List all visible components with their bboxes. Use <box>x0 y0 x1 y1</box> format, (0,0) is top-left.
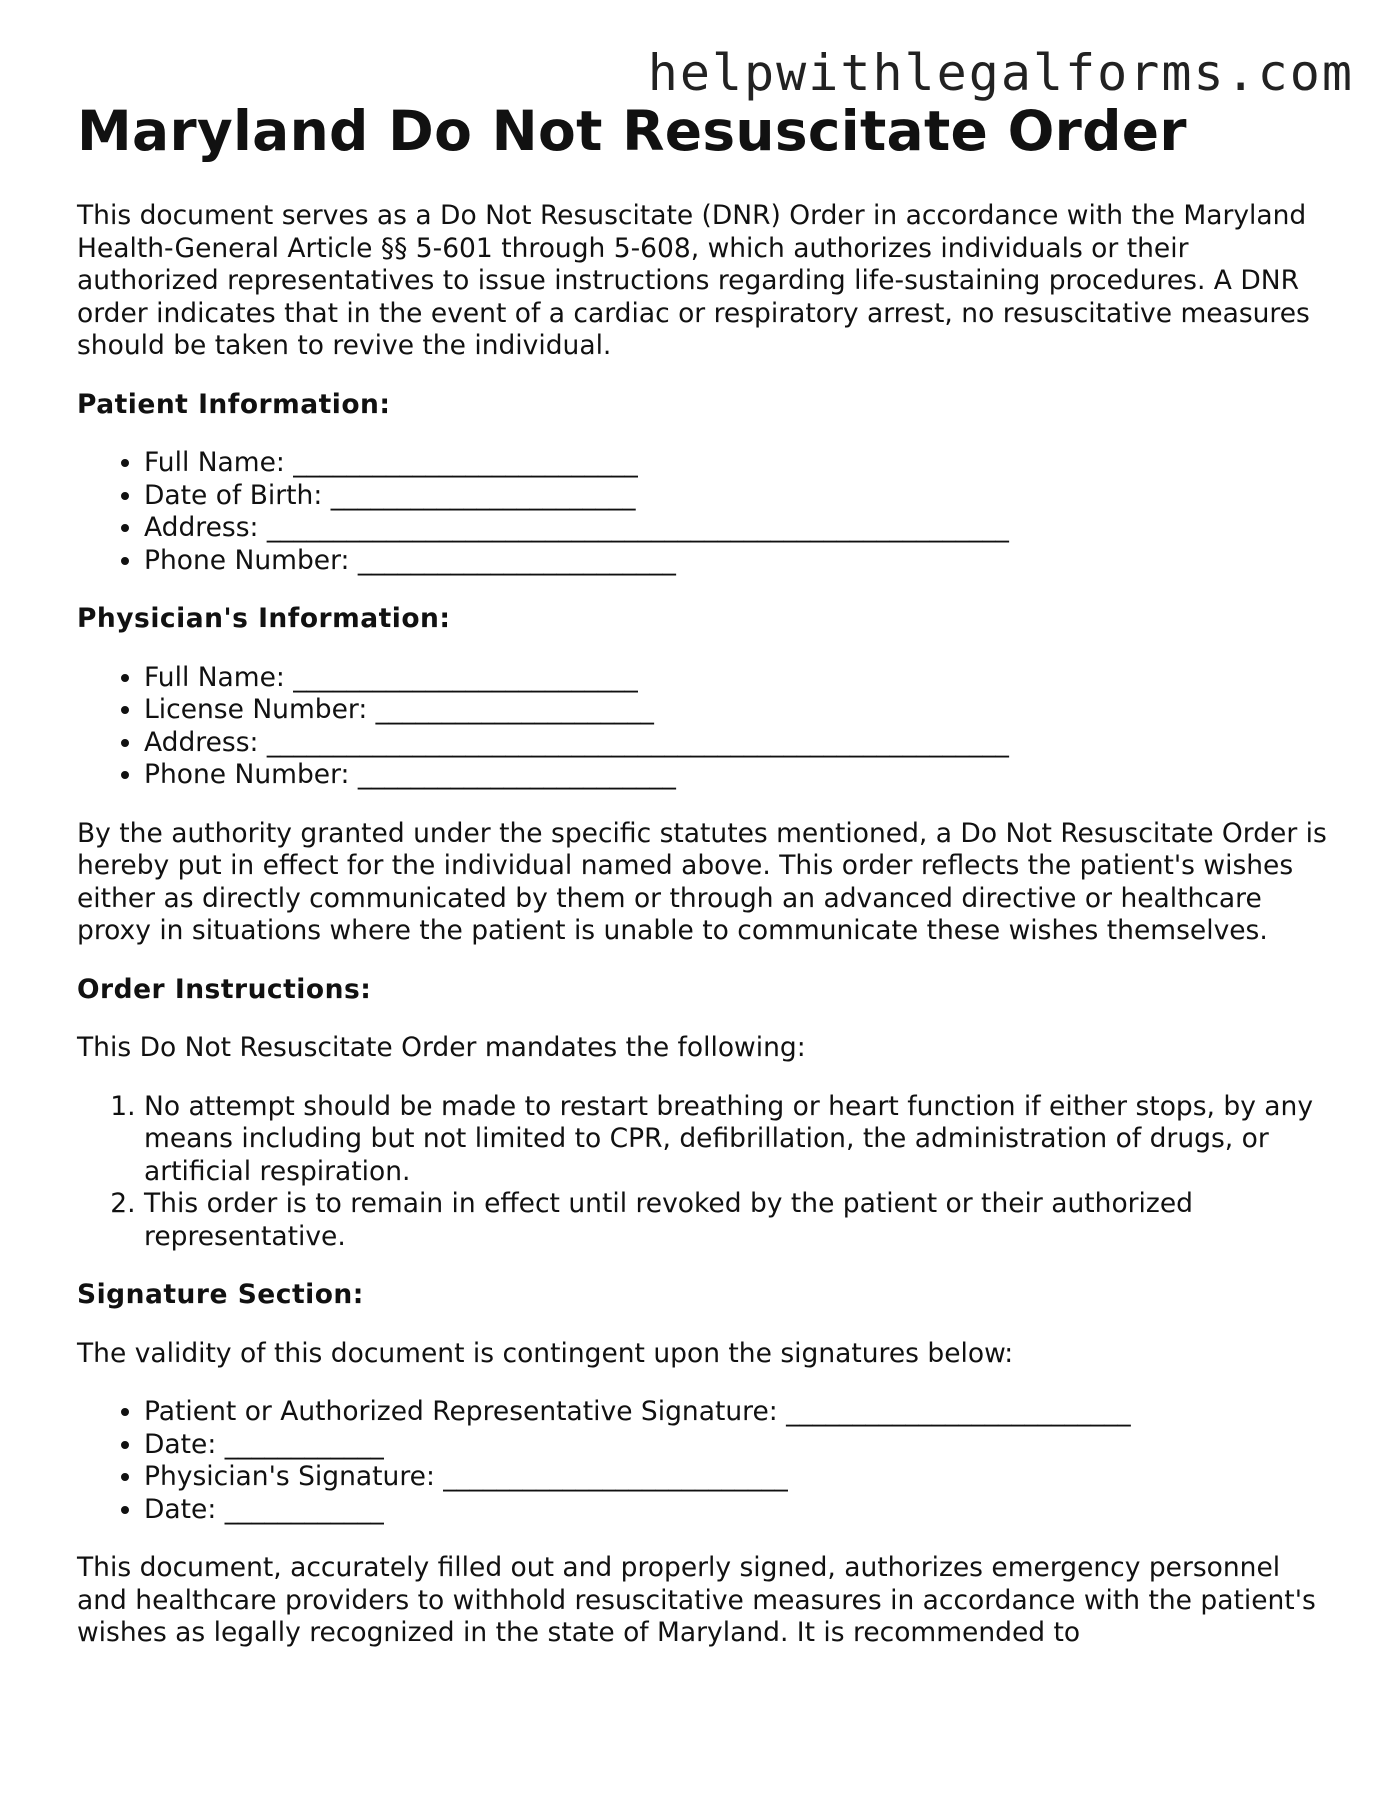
signature-list <box>77 1396 1327 1526</box>
patient-info-heading: Patient Information: <box>77 388 391 420</box>
physician-info-heading: Physician's Information: <box>77 603 451 634</box>
patient-dob-field[interactable]: • Date of Birth: _______________________ <box>144 480 1327 513</box>
patient-address-field[interactable]: • Address: ________________________________________________________ <box>144 512 1327 545</box>
order-item: 1. No attempt should be made to restart breathing or heart function if either stops, by any means including but not limited to CPR, defibrillation, the administration of drugs, or artificial respiration. <box>144 1091 1327 1189</box>
signature-heading: Signature Section: <box>77 1279 364 1310</box>
order-instructions-list <box>77 1091 1327 1254</box>
physician-info-list <box>77 662 1327 792</box>
authority-paragraph: By the authority granted under the specific statutes mentioned, a Do Not Resuscitate Order is hereby put in effect for the individual named above. This order reflects the patient's wishes either as directly communicated by them or through an advanced directive or healthcare proxy in situations where the patient is unable to communicate these wishes themselves. <box>77 817 1327 946</box>
order-lead: This Do Not Resuscitate Order mandates the following: <box>77 1032 806 1063</box>
order-instructions-heading: Order Instructions: <box>77 973 372 1005</box>
site-watermark: helpwithlegalforms.com <box>647 44 1354 102</box>
order-item: 2. This order is to remain in effect until revoked by the patient or their authorized representative. <box>144 1188 1327 1253</box>
patient-signature-field[interactable]: • Patient or Authorized Representative Signature: __________________________ <box>144 1396 1327 1429</box>
physician-signature-date-field[interactable]: • Date: ____________ <box>144 1494 1327 1527</box>
intro-paragraph: This document serves as a Do Not Resuscitate (DNR) Order in accordance with the Maryland Health-General Article §§ 5-601 through 5-608, which authorizes individuals or their authorized representatives to issue instructions regarding life-sustaining procedures. A DNR order indicates that in the event of a cardiac or respiratory arrest, no resuscitative measures should be taken to revive the individual. <box>77 200 1310 361</box>
physician-phone-field[interactable]: • Phone Number: ________________________ <box>144 759 1327 792</box>
document-title: Maryland Do Not Resuscitate Order <box>77 99 1187 163</box>
patient-info-list <box>77 447 1327 577</box>
document-body <box>77 98 1327 1676</box>
physician-full-name-field[interactable]: • Full Name: __________________________ <box>144 662 1327 695</box>
patient-signature-date-field[interactable]: • Date: ____________ <box>144 1429 1327 1462</box>
closing-paragraph: This document, accurately filled out and properly signed, authorizes emergency personnel and healthcare providers to withhold resuscitative measures in accordance with the patient's wishes as legally recognized in the state of Maryland. It is recommended to <box>77 1552 1316 1648</box>
patient-phone-field[interactable]: • Phone Number: ________________________ <box>144 545 1327 578</box>
physician-address-field[interactable]: • Address: ________________________________________________________ <box>144 727 1327 760</box>
signature-lead: The validity of this document is contingent upon the signatures below: <box>77 1337 1014 1369</box>
physician-signature-field[interactable]: • Physician's Signature: __________________________ <box>144 1461 1327 1494</box>
patient-full-name-field[interactable]: • Full Name: __________________________ <box>144 447 1327 480</box>
physician-license-field[interactable]: • License Number: _____________________ <box>144 694 1327 727</box>
